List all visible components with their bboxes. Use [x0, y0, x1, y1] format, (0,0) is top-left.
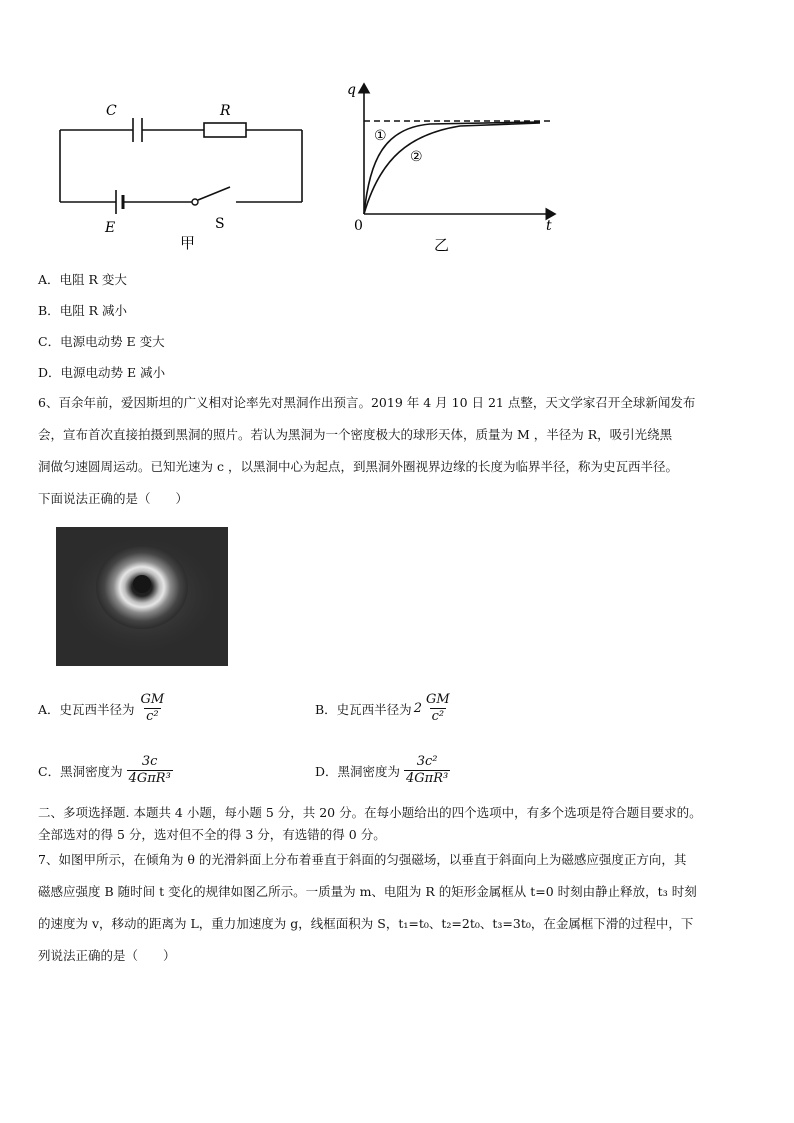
q6-line: 6、百余年前，爱因斯坦的广义相对论率先对黑洞作出预言。2019 年 4 月 10 日 21 点整，天文学家召开全球新闻发布	[38, 395, 696, 410]
q6-line: 会，宣布首次直接拍摄到黑洞的照片。若认为黑洞为一个密度极大的球形天体，质量为 M ，半径为 R，吸引光绕黑	[38, 427, 673, 442]
fraction	[127, 754, 173, 787]
numerator: GM	[425, 692, 450, 707]
option-letter: B．	[38, 303, 60, 318]
curve-1-label: ①	[374, 128, 387, 144]
section2-line: 全部选对的得 5 分，选对但不全的得 3 分，有选错的得 0 分。	[38, 827, 386, 842]
q6-option-d	[315, 754, 450, 787]
section2-header	[38, 802, 760, 846]
capacitor-label: C	[106, 103, 117, 119]
circuit-diagram	[50, 90, 320, 250]
option-prefix: A．史瓦西半径为	[38, 701, 135, 717]
circuit-caption: 甲	[180, 234, 196, 250]
option-text: 电阻 R 变大	[59, 272, 127, 287]
option-prefix: C．黑洞密度为	[38, 763, 123, 779]
option-text: 电源电动势 E 减小	[60, 365, 166, 380]
q5-option-c	[38, 334, 165, 350]
section2-line: 二、多项选择题. 本题共 4 小题，每小题 5 分，共 20 分。在每小题给出的四个选项中，有多个选项是符合题目要求的。	[38, 805, 702, 820]
q7-line: 列说法正确的是（ ）	[38, 948, 176, 963]
source-label: E	[105, 220, 116, 236]
numerator: 3c²	[416, 754, 438, 769]
fraction	[404, 754, 450, 787]
curve-2-label: ②	[410, 149, 423, 165]
fraction	[139, 692, 167, 725]
fraction	[424, 692, 452, 725]
q6-line: 下面说法正确的是（ ）	[38, 491, 189, 506]
black-hole-photo	[56, 527, 228, 666]
x-axis-label: t	[546, 218, 552, 234]
denominator: c²	[431, 709, 445, 724]
q-t-graph	[340, 78, 565, 256]
q5-option-d	[38, 365, 165, 381]
origin-label: 0	[354, 218, 363, 234]
option-prefix: D．黑洞密度为	[315, 763, 401, 779]
numerator: GM	[140, 692, 165, 707]
q7-stem	[38, 844, 760, 972]
q5-option-b	[38, 303, 127, 319]
denominator: 4GπR³	[128, 771, 171, 786]
q6-option-a	[38, 692, 166, 725]
curve-1	[364, 122, 540, 214]
option-letter: D．	[38, 365, 61, 380]
q6-option-c	[38, 754, 173, 787]
option-coef: 2	[413, 701, 422, 716]
curve-2	[364, 123, 540, 214]
option-letter: A．	[38, 272, 60, 287]
resistor-label: R	[220, 103, 231, 119]
q5-option-a	[38, 272, 127, 288]
denominator: 4GπR³	[406, 771, 449, 786]
denominator: c²	[146, 709, 159, 724]
q7-line: 磁感应强度 B 随时间 t 变化的规律如图乙所示。一质量为 m、电阻为 R 的矩形金属框从 t=0 时刻由静止释放，t₃ 时刻	[38, 884, 697, 899]
option-text: 电源电动势 E 变大	[60, 334, 165, 349]
q7-line: 7、如图甲所示，在倾角为 θ 的光滑斜面上分布着垂直于斜面的匀强磁场，以垂直于斜面向上为磁感应强度正方向，其	[38, 852, 687, 867]
y-axis-label: q	[347, 82, 356, 98]
circuit-figure	[50, 90, 320, 250]
q6-line: 洞做匀速圆周运动。已知光速为 c ，以黑洞中心为起点，到黑洞外圈视界边缘的长度为临界半径，称为史瓦西半径。	[38, 459, 678, 474]
q7-line: 的速度为 v，移动的距离为 L，重力加速度为 g，线框面积为 S，t₁=t₀、t₂=2t₀、t₃=3t₀，在金属框下滑的过程中，下	[38, 916, 694, 931]
numerator: 3c	[141, 754, 158, 769]
q-t-graph-figure	[340, 78, 565, 256]
graph-caption: 乙	[434, 236, 450, 254]
switch-label: S	[215, 216, 225, 232]
q6-option-b	[315, 692, 452, 725]
option-letter: C．	[38, 334, 61, 349]
option-text: 电阻 R 减小	[59, 303, 128, 318]
q6-stem	[38, 387, 760, 515]
option-prefix: B．史瓦西半径为	[315, 701, 412, 717]
